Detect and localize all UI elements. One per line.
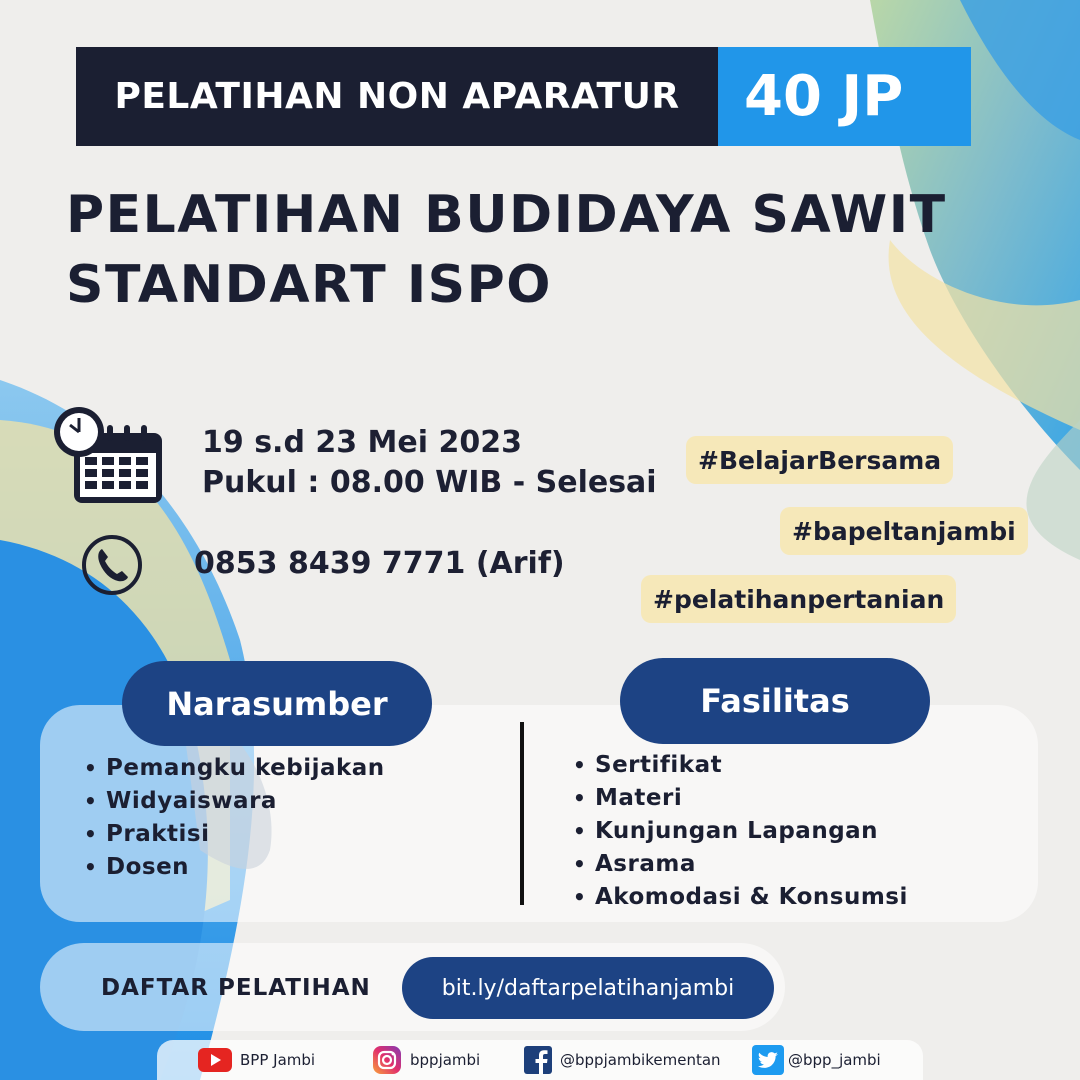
instagram-icon [372,1045,402,1075]
event-date: 19 s.d 23 Mei 2023 [202,425,522,460]
facilities-heading-text: Fasilitas [700,682,850,720]
twitter-handle: @bpp_jambi [788,1051,881,1069]
list-item: • Asrama [573,848,908,881]
list-item: • Dosen [84,851,385,884]
instagram-link[interactable] [372,1045,480,1075]
list-item: • Materi [573,782,908,815]
column-divider [520,722,524,905]
speakers-list [84,752,385,884]
list-item: • Sertifikat [573,749,908,782]
youtube-icon [198,1048,232,1072]
list-item: • Pemangku kebijakan [84,752,385,785]
speakers-heading [122,661,432,746]
facebook-handle: @bppjambikementan [560,1051,721,1069]
category-banner [76,47,718,146]
contact-phone: 0853 8439 7771 (Arif) [194,546,565,581]
phone-icon [80,533,144,597]
facebook-link[interactable] [524,1045,721,1075]
facilities-heading [620,658,930,744]
twitter-icon [752,1045,784,1075]
hours-badge [718,47,971,146]
list-item: • Widyaiswara [84,785,385,818]
list-item: • Akomodasi & Konsumsi [573,881,908,914]
event-time: Pukul : 08.00 WIB - Selesai [202,465,657,500]
calendar-clock-icon [52,405,168,505]
speakers-heading-text: Narasumber [166,684,388,723]
youtube-handle: BPP Jambi [240,1051,316,1069]
instagram-handle: bppjambi [410,1051,481,1069]
registration-label: DAFTAR PELATIHAN [101,975,371,1001]
hours-text: 40 JP [744,64,904,129]
hashtag-belajarbersama: #BelajarBersama [686,436,953,484]
title-line-2: STANDART ISPO [66,255,552,315]
list-item: • Kunjungan Lapangan [573,815,908,848]
page-title [66,180,1006,320]
twitter-link[interactable] [752,1045,881,1075]
registration-link[interactable] [402,957,774,1019]
registration-link-text[interactable]: bit.ly/daftarpelatihanjambi [441,975,735,1001]
category-text: PELATIHAN NON APARATUR [114,76,680,117]
hashtag-bapeltanjambi: #bapeltanjambi [780,507,1028,555]
facebook-icon [524,1045,552,1075]
facilities-list [573,749,908,914]
list-item: • Praktisi [84,818,385,851]
title-line-1: PELATIHAN BUDIDAYA SAWIT [66,185,947,245]
youtube-link[interactable] [198,1045,315,1075]
hashtag-pelatihanpertanian: #pelatihanpertanian [641,575,956,623]
